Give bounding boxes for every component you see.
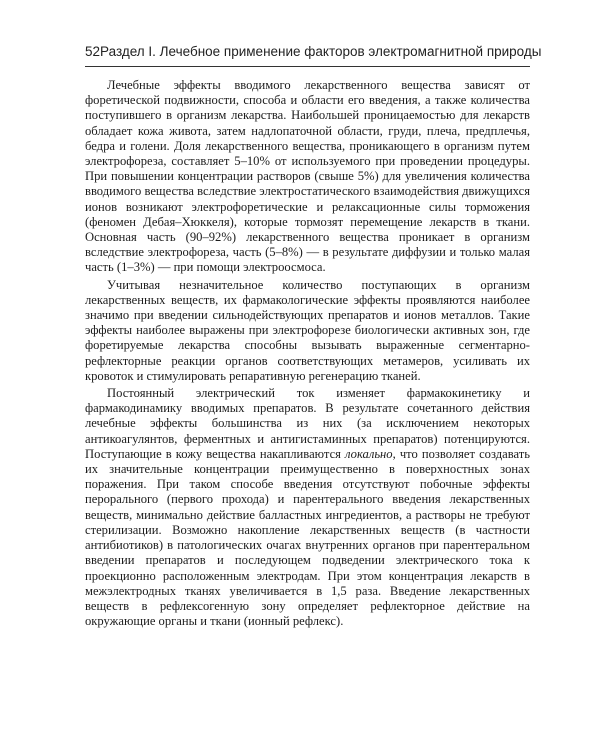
emphasis-word: локально (345, 446, 393, 461)
paragraph-3-start: Постоянный электрический ток изменяет фармакокинетику и фармакодинамику вводимых препаратов. В результате сочетанного действия лечебные эффекты большинства из них (за исключением некоторых антикоагулянтов, ферментных и антигистаминных препаратов) потенцируются. Поступающие в кожу вещества накапливаются (85, 386, 530, 461)
paragraph-1: Лечебные эффекты вводимого лекарственного вещества зависят от форетической подвижности, способа и области его введения, а также количества поступившего в организм лекарства. Наибольшей проницаемостью для лекарств обладает кожа живота, затем надлопаточной области, груди, плеча, предплечья, бедра и голени. Доля лекарственного вещества, проникающего в организм путем электрофореза, составляет 5–10% от используемого при проведении процедуры. При повышении концентрации растворов (свыше 5%) для увеличения количества вводимого вещества вследствие электростатического взаимодействия движущихся ионов возникают электрофоретические и релаксационные силы торможения (феномен Дебая–Хюккеля), которые тормозят перемещение лекарств в ткани. Основная часть (90–92%) лекарственного вещества проникает в организм вследствие электрофореза, часть (5–8%) — в результате диффузии и только малая часть (1–3%) — при помощи электроосмоса. (85, 78, 530, 275)
running-header (85, 44, 542, 59)
page-number: 52 (85, 44, 101, 59)
paragraph-2: Учитывая незначительное количество поступающих в организм лекарственных веществ, их фармакологические эффекты проявляются наиболее значимо при введении сильнодействующих препаратов и ионов металлов. Такие эффекты наиболее выражены при электрофорезе биологически активных зон, где форетируемые лекарства способны вызывать выраженные сегментарно-рефлекторные реакции органов соответствующих метамеров, усиливать их кровоток и стимулировать репаративную регенерацию тканей. (85, 277, 530, 383)
section-title: Раздел I. Лечебное применение факторов электромагнитной природы (100, 44, 542, 59)
header-rule (85, 66, 530, 67)
paragraph-3-end: , что позволяет создавать их значительные концентрации преимущественно в поверхностных зонах поражения. При таком способе введения отсутствуют побочные эффекты перорального (первого прохода) и парентерального введения лекарственных веществ, минимально действие балластных ингредиентов, а растворы не требуют стерилизации. Возможно накопление лекарственных веществ (в частности антибиотиков) в патологических очагах внутренних органов при парентеральном введении препаратов и последующем подведении электрического тока к проекционно расположенным электродам. При этом концентрация лекарств в межэлектродных тканях увеличивается в 1,5 раза. Введение лекарственных веществ в рефлексогенную зону определяет рефлекторное действие на окружающие органы и ткани (ионный рефлекс). (85, 446, 530, 629)
paragraph-3 (85, 386, 530, 629)
body-text (85, 78, 530, 631)
